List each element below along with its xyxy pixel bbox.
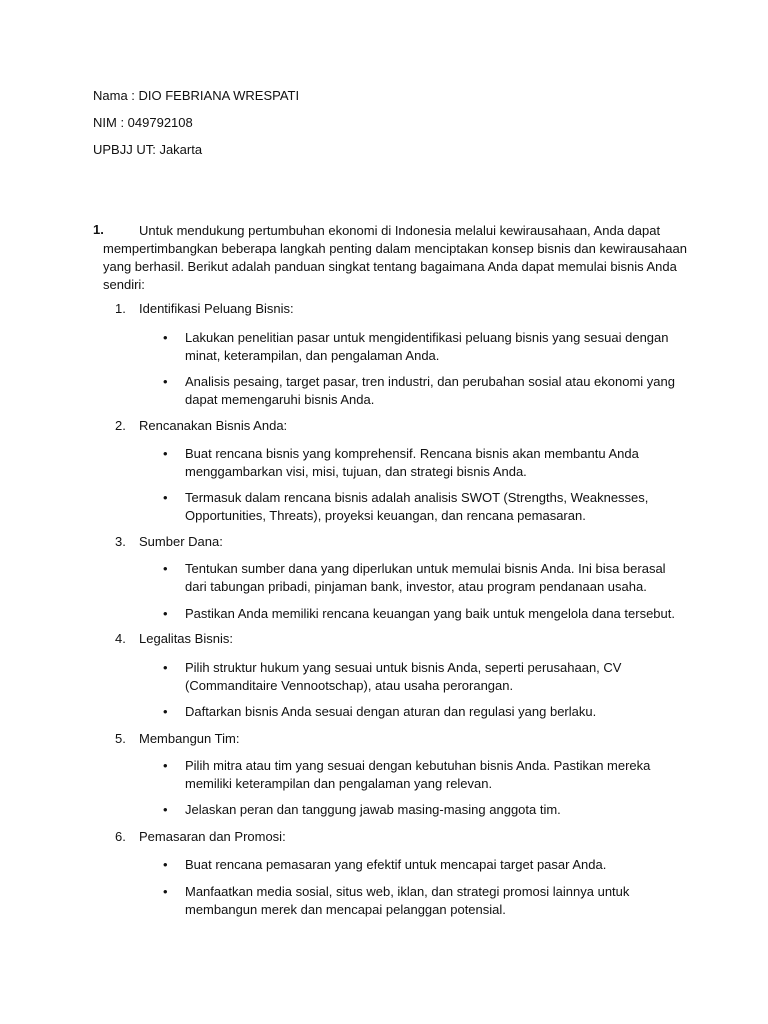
bullet-item [163, 703, 683, 721]
step-number: 3. [115, 534, 126, 549]
question-1 [93, 222, 693, 294]
step-title: Rencanakan Bisnis Anda: [139, 418, 288, 433]
bullet-text: Buat rencana pemasaran yang efektif untuk mencapai target pasar Anda. [185, 857, 607, 872]
bullet-icon: • [163, 330, 168, 345]
student-name: Nama : DIO FEBRIANA WRESPATI [93, 88, 300, 103]
bullet-item [163, 373, 683, 409]
bullet-icon: • [163, 446, 168, 461]
bullet-text: Analisis pesaing, target pasar, tren industri, dan perubahan sosial atau ekonomi yang dapat memengaruhi bisnis Anda. [185, 374, 675, 407]
bullet-item [163, 445, 683, 481]
bullet-icon: • [163, 704, 168, 719]
bullet-text: Daftarkan bisnis Anda sesuai dengan aturan dan regulasi yang berlaku. [185, 704, 597, 719]
step-number: 2. [115, 418, 126, 433]
bullet-text: Termasuk dalam rencana bisnis adalah analisis SWOT (Strengths, Weaknesses, Opportunities, Threats), proyeksi keuangan, dan rencana pemasaran. [185, 490, 649, 523]
bullet-icon: • [163, 660, 168, 675]
bullet-text: Pilih struktur hukum yang sesuai untuk bisnis Anda, seperti perusahaan, CV (Commanditaire Vennootschap), atau usaha perorangan. [185, 660, 622, 693]
bullet-text: Pastikan Anda memiliki rencana keuangan yang baik untuk mengelola dana tersebut. [185, 606, 675, 621]
step-number: 5. [115, 731, 126, 746]
student-upbjj: UPBJJ UT: Jakarta [93, 142, 203, 157]
step-title: Identifikasi Peluang Bisnis: [139, 301, 294, 316]
bullet-text: Manfaatkan media sosial, situs web, iklan, dan strategi promosi lainnya untuk membangun merek dan mencapai pelanggan potensial. [185, 884, 630, 917]
bullet-icon: • [163, 884, 168, 899]
step-number: 4. [115, 631, 126, 646]
bullet-icon: • [163, 374, 168, 389]
bullet-item [163, 560, 683, 596]
step-title: Pemasaran dan Promosi: [139, 829, 286, 844]
bullet-text: Pilih mitra atau tim yang sesuai dengan kebutuhan bisnis Anda. Pastikan mereka memiliki keterampilan dan pengalaman yang relevan. [185, 758, 651, 791]
student-nim: NIM : 049792108 [93, 115, 193, 130]
question-number: 1. [93, 222, 104, 237]
step-number: 6. [115, 829, 126, 844]
step-title: Membangun Tim: [139, 731, 240, 746]
bullet-item [163, 856, 683, 874]
bullet-item [163, 883, 683, 919]
step-number: 1. [115, 301, 126, 316]
bullet-icon: • [163, 490, 168, 505]
bullet-icon: • [163, 758, 168, 773]
bullet-item [163, 605, 683, 623]
bullet-icon: • [163, 606, 168, 621]
bullet-text: Tentukan sumber dana yang diperlukan untuk memulai bisnis Anda. Ini bisa berasal dari tabungan pribadi, pinjaman bank, investor, atau program pendanaan usaha. [185, 561, 666, 594]
bullet-item [163, 801, 683, 819]
bullet-item [163, 489, 683, 525]
bullet-icon: • [163, 857, 168, 872]
bullet-icon: • [163, 802, 168, 817]
question-intro: Untuk mendukung pertumbuhan ekonomi di Indonesia melalui kewirausahaan, Anda dapat mempertimbangkan beberapa langkah penting dalam menciptakan konsep bisnis dan kewirausahaan yang berhasil. Berikut adalah panduan singkat tentang bagaimana Anda dapat memulai bisnis Anda sendiri: [103, 223, 687, 292]
step-title: Legalitas Bisnis: [139, 631, 233, 646]
bullet-icon: • [163, 561, 168, 576]
bullet-item [163, 329, 683, 365]
bullet-item [163, 757, 683, 793]
bullet-text: Jelaskan peran dan tanggung jawab masing-masing anggota tim. [185, 802, 561, 817]
bullet-text: Buat rencana bisnis yang komprehensif. Rencana bisnis akan membantu Anda menggambarkan visi, misi, tujuan, dan strategi bisnis Anda. [185, 446, 639, 479]
step-title: Sumber Dana: [139, 534, 223, 549]
bullet-item [163, 659, 683, 695]
bullet-text: Lakukan penelitian pasar untuk mengidentifikasi peluang bisnis yang sesuai dengan minat, keterampilan, dan pengalaman Anda. [185, 330, 669, 363]
